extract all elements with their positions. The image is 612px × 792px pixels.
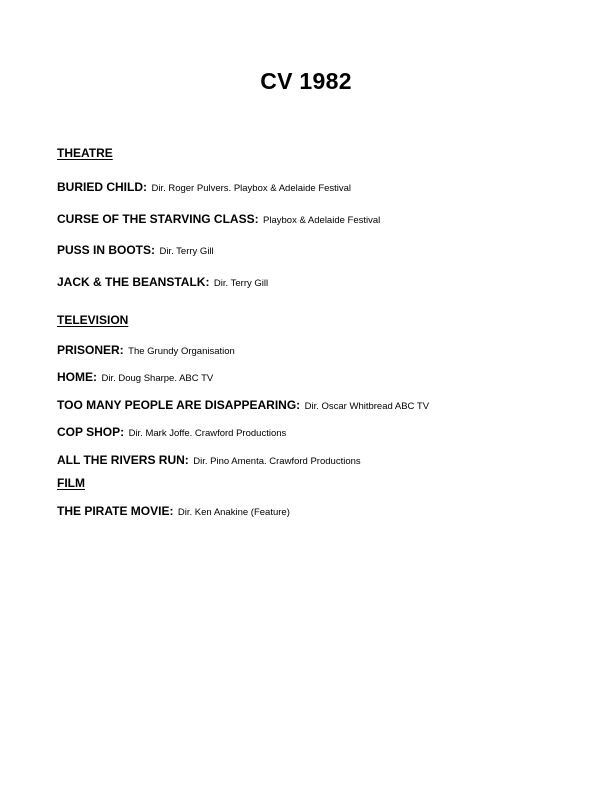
credit-entry: [57, 341, 235, 359]
credit-title: TOO MANY PEOPLE ARE DISAPPEARING:: [57, 398, 301, 412]
credit-detail: Dir. Roger Pulvers. Playbox & Adelaide Festival: [151, 183, 352, 194]
credit-detail: Dir. Oscar Whitbread ABC TV: [304, 401, 430, 412]
credit-entry: [57, 368, 213, 386]
credit-title: ALL THE RIVERS RUN:: [57, 453, 189, 467]
credit-title: CURSE OF THE STARVING CLASS:: [57, 212, 259, 226]
credit-title: JACK & THE BEANSTALK:: [57, 275, 210, 289]
page-title: CV 1982: [260, 68, 352, 94]
credit-entry: [57, 241, 214, 259]
credit-entry: [57, 396, 429, 414]
credit-entry: [57, 273, 268, 291]
credit-detail: Dir. Terry Gill: [159, 246, 214, 257]
credit-detail: Playbox & Adelaide Festival: [263, 215, 381, 226]
credit-detail: Dir. Ken Anakine (Feature): [177, 507, 290, 518]
credit-title: HOME:: [57, 370, 97, 384]
credit-title: COP SHOP:: [57, 425, 125, 439]
credit-detail: Dir. Doug Sharpe. ABC TV: [101, 373, 214, 384]
credit-detail: The Grundy Organisation: [128, 346, 235, 357]
credit-title: PRISONER:: [57, 343, 124, 357]
credit-entry: [57, 210, 380, 228]
credit-entry: [57, 451, 361, 469]
credit-detail: Dir. Mark Joffe. Crawford Productions: [128, 428, 287, 439]
section-heading-television: TELEVISION: [57, 313, 129, 327]
credit-title: PUSS IN BOOTS:: [57, 243, 156, 257]
credit-title: BURIED CHILD:: [57, 180, 147, 194]
section-heading-theatre: THEATRE: [57, 146, 113, 160]
credit-detail: Dir. Terry Gill: [213, 278, 269, 289]
credit-title: THE PIRATE MOVIE:: [57, 504, 174, 518]
credit-entry: [57, 178, 351, 196]
section-heading-film: FILM: [57, 476, 85, 490]
credit-entry: [57, 423, 286, 441]
credit-detail: Dir. Pino Amenta. Crawford Productions: [193, 456, 361, 467]
credit-entry: [57, 502, 290, 520]
